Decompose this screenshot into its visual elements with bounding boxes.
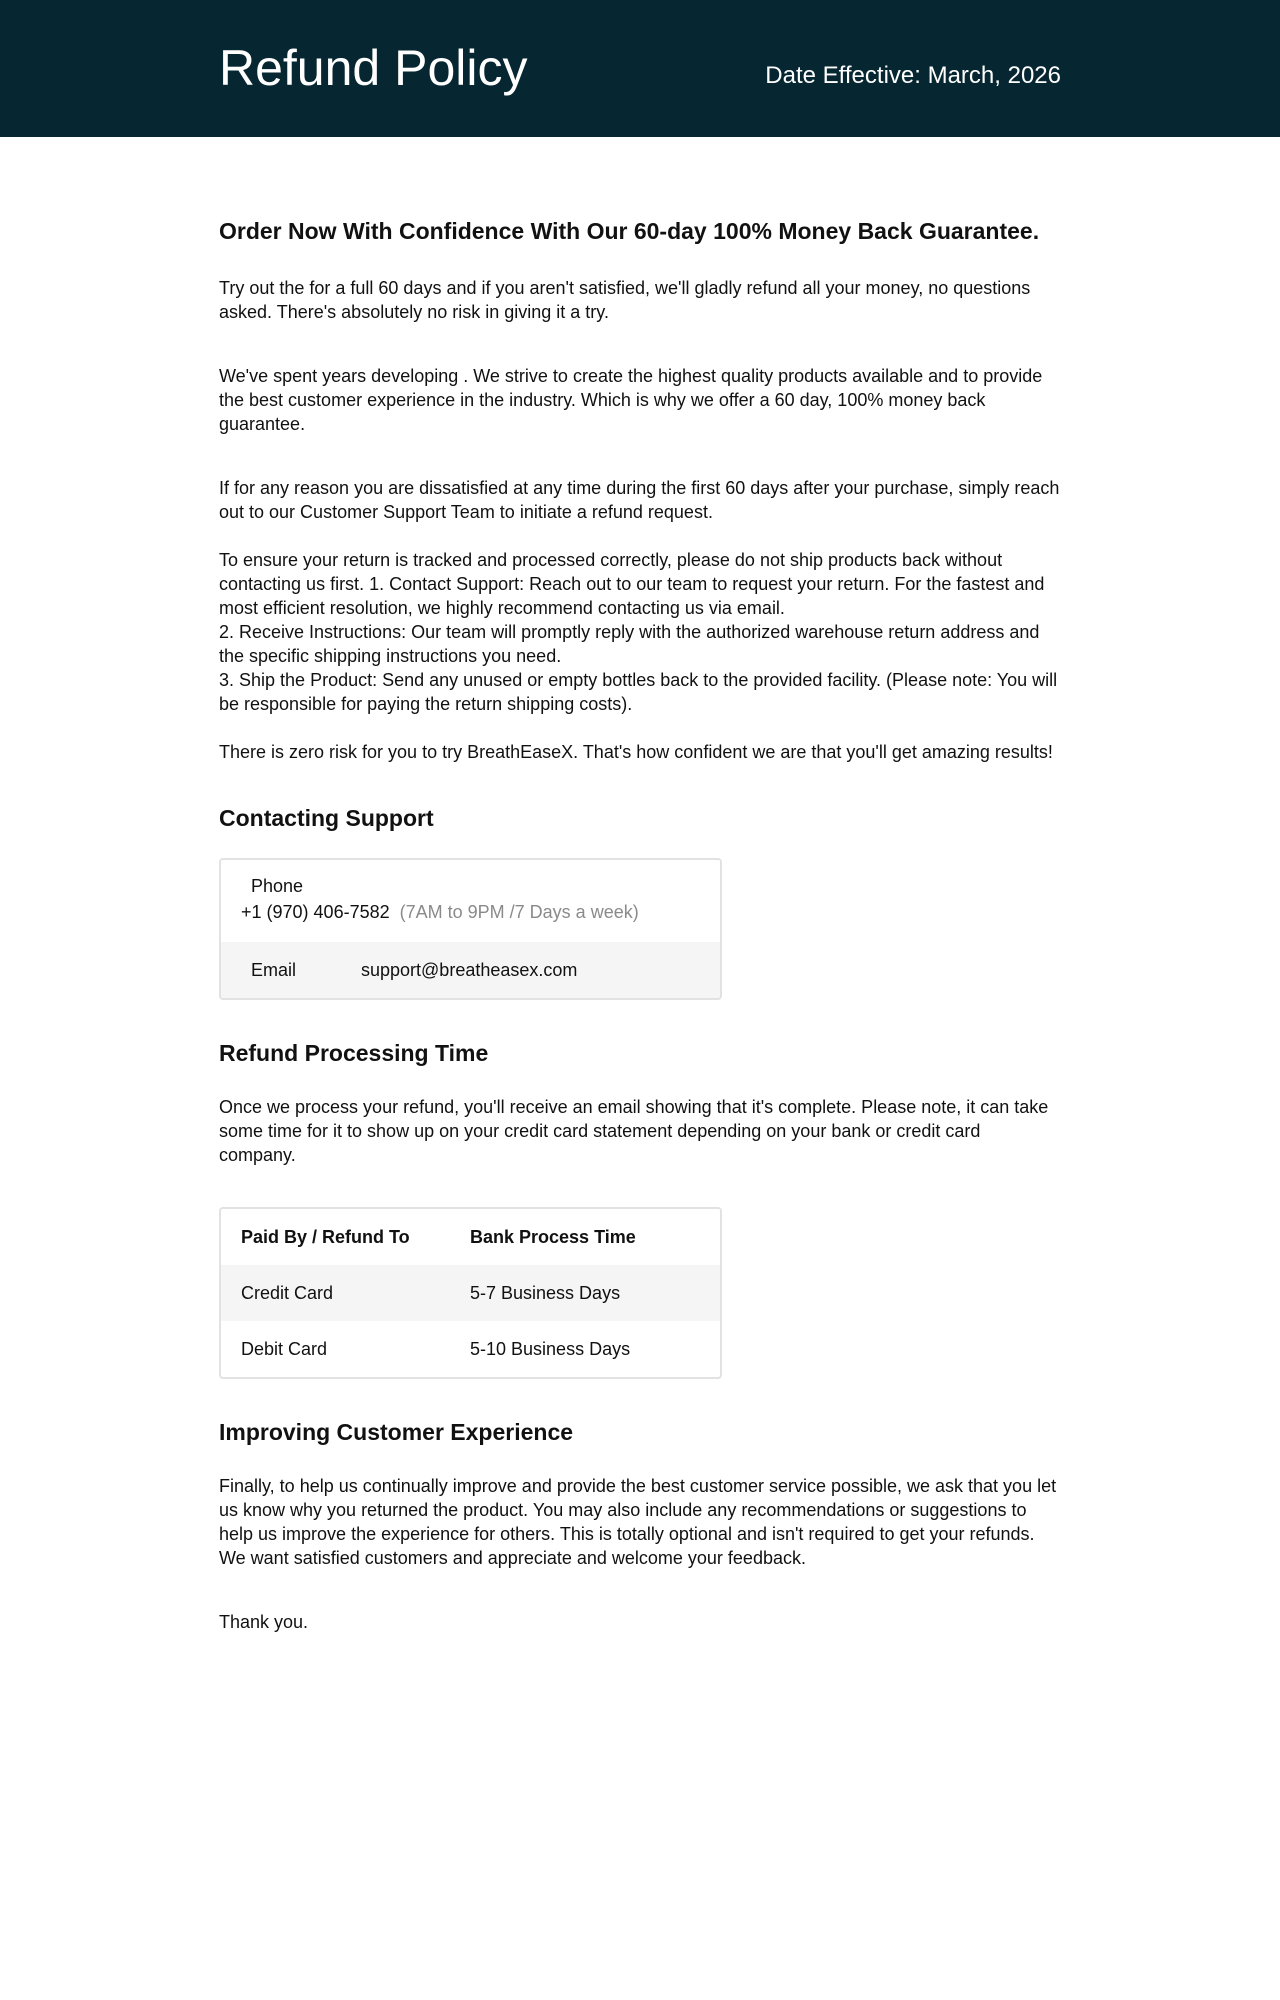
return-step-2: 2. Receive Instructions: Our team will promptly reply with the authorized warehouse return address and the specific shipping instructions you need. xyxy=(219,622,1040,666)
guarantee-headline: Order Now With Confidence With Our 60-day 100% Money Back Guarantee. xyxy=(219,218,1040,244)
support-card xyxy=(219,858,722,1000)
table-cell-method: Debit Card xyxy=(241,1338,328,1359)
zero-risk-paragraph: There is zero risk for you to try BreathEaseX. That's how confident we are that you'll get amazing results! xyxy=(219,742,1053,762)
policy-content xyxy=(219,213,1062,1634)
processing-section-title: Refund Processing Time xyxy=(219,1040,489,1066)
experience-description: Finally, to help us continually improve and provide the best customer service possible, we ask that you let us know why you returned the product. You may also include any recommendations or suggestions to help us improve the experience for others. This is totally optional and isn't required to get your refunds. We want satisfied customers and appreciate and welcome your feedback. xyxy=(219,1476,1057,1568)
column-header-paid-by: Paid By / Refund To xyxy=(221,1209,450,1265)
date-effective: Date Effective: March, 2026 xyxy=(765,62,1061,89)
processing-table xyxy=(221,1209,720,1377)
email-label: Email xyxy=(251,959,297,980)
phone-row xyxy=(221,860,720,942)
table-header-row xyxy=(221,1209,720,1265)
processing-description: Once we process your refund, you'll receive an email showing that it's complete. Please note, it can take some time for it to show up on your credit card statement depending on your bank or credit card company. xyxy=(219,1097,1049,1165)
column-header-process-time: Bank Process Time xyxy=(450,1209,720,1265)
processing-table-card xyxy=(219,1207,722,1379)
return-instructions xyxy=(219,548,1062,716)
return-step-1: To ensure your return is tracked and processed correctly, please do not ship products back without contacting us first. 1. Contact Support: Reach out to our team to request your return. For the fastest and most efficient resolution, we highly recommend contacting us via email. xyxy=(219,550,1045,618)
table-cell-time: 5-7 Business Days xyxy=(450,1265,720,1321)
email-row xyxy=(221,942,720,998)
support-section-title: Contacting Support xyxy=(219,805,434,831)
page-header xyxy=(0,0,1280,137)
table-cell-time: 5-10 Business Days xyxy=(470,1338,631,1359)
intro-paragraph-1: Try out the for a full 60 days and if you aren't satisfied, we'll gladly refund all your money, no questions asked. There's absolutely no risk in giving it a try. xyxy=(219,278,1031,322)
email-address[interactable]: support@breatheasex.com xyxy=(361,959,578,980)
table-cell-method: Credit Card xyxy=(221,1265,450,1321)
table-row xyxy=(221,1265,720,1321)
phone-line xyxy=(241,898,700,926)
phone-number[interactable]: +1 (970) 406-7582 xyxy=(241,902,390,922)
thank-you-text: Thank you. xyxy=(219,1612,309,1632)
return-step-3: 3. Ship the Product: Send any unused or empty bottles back to the provided facility. (Please note: You will be responsible for paying the return shipping costs). xyxy=(219,670,1058,714)
phone-label: Phone xyxy=(251,876,304,896)
page-title: Refund Policy xyxy=(219,40,528,96)
intro-paragraph-2: We've spent years developing . We strive to create the highest quality products available and to provide the best customer experience in the industry. Which is why we offer a 60 day, 100% money back guarantee. xyxy=(219,366,1043,434)
experience-section-title: Improving Customer Experience xyxy=(219,1419,574,1445)
table-row xyxy=(221,1321,720,1377)
phone-hours: (7AM to 9PM /7 Days a week) xyxy=(399,902,639,922)
intro-paragraph-3: If for any reason you are dissatisfied at any time during the first 60 days after your purchase, simply reach out to our Customer Support Team to initiate a refund request. xyxy=(219,478,1060,522)
